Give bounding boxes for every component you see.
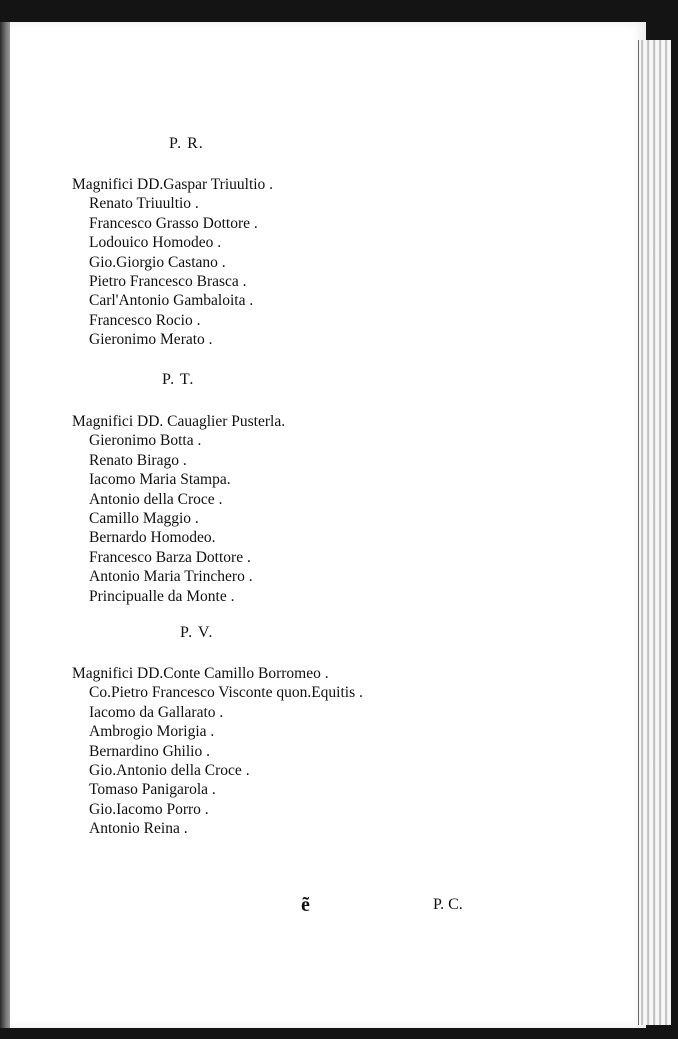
page-content: [10, 22, 646, 1028]
list-item: Renato Triuultio .: [89, 195, 199, 213]
list-item: Francesco Grasso Dottore .: [89, 214, 258, 232]
section-list-pv: [72, 664, 363, 839]
list-item: Iacomo Maria Stampa.: [89, 471, 231, 489]
list-item: Bernardo Homodeo.: [89, 529, 216, 547]
list-item: Gio.Antonio della Croce .: [89, 762, 250, 780]
section-lead: Magnifici DD. Cauaglier Pusterla.: [72, 413, 286, 430]
section-lead: Magnifici DD.Gaspar Triuultio .: [72, 176, 274, 193]
list-item: Gio.Iacomo Porro .: [89, 800, 209, 818]
list-item: Bernardino Ghilio .: [89, 742, 210, 760]
list-item: Gio.Giorgio Castano .: [89, 253, 226, 271]
section-heading-pr: P. R.: [169, 135, 204, 152]
list-item: Renato Birago .: [89, 451, 187, 469]
page-fore-edge: [638, 40, 671, 1025]
list-item: Antonio della Croce .: [89, 490, 223, 508]
list-item: Carl'Antonio Gambaloita .: [89, 292, 254, 310]
section-heading-pv: P. V.: [180, 624, 214, 641]
section-list-pt: [72, 412, 285, 606]
list-item: Gieronimo Botta .: [89, 432, 202, 450]
section-lead: Magnifici DD.Conte Camillo Borromeo .: [72, 665, 329, 682]
list-item: Lodouico Homodeo .: [89, 234, 222, 252]
list-item: Co.Pietro Francesco Visconte quon.Equitis .: [89, 684, 363, 702]
list-item: Francesco Barza Dottore .: [89, 548, 251, 566]
catchword: P. C.: [433, 896, 463, 913]
list-item: Antonio Maria Trinchero .: [89, 568, 253, 586]
list-item: Gieronimo Merato .: [89, 331, 213, 349]
list-item: Ambrogio Morigia .: [89, 723, 215, 741]
list-item: Francesco Rocio .: [89, 311, 201, 329]
list-item: Principualle da Monte .: [89, 587, 235, 605]
list-item: Antonio Reina .: [89, 820, 188, 838]
section-list-pr: [72, 175, 273, 350]
signature-mark: ẽ: [301, 894, 310, 916]
section-heading-pt: P. T.: [162, 371, 195, 388]
list-item: Camillo Maggio .: [89, 510, 199, 528]
list-item: Tomaso Panigarola .: [89, 781, 216, 799]
page-sheet: [10, 22, 646, 1028]
list-item: Iacomo da Gallarato .: [89, 703, 224, 721]
list-item: Pietro Francesco Brasca .: [89, 273, 247, 291]
